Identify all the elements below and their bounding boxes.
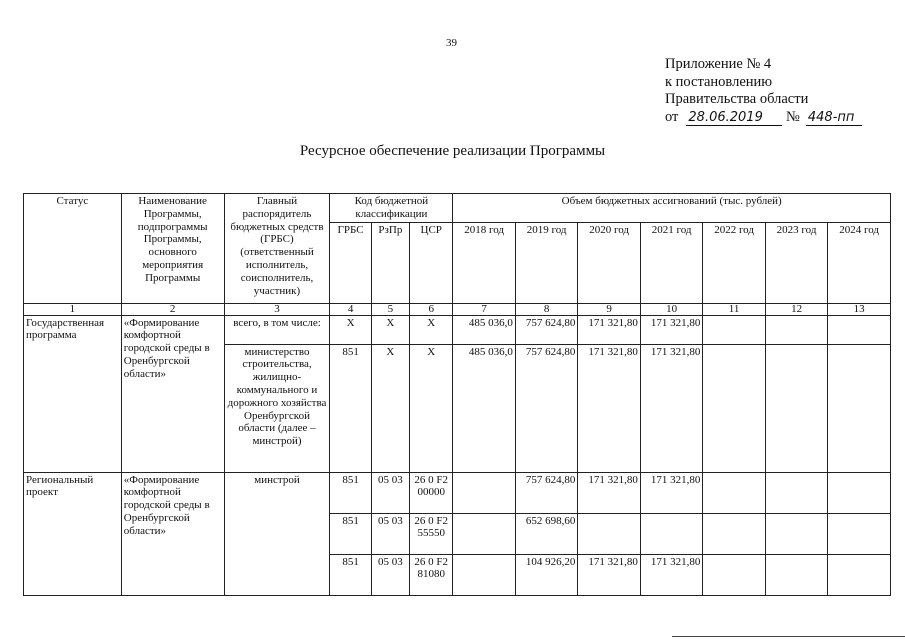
row-rzpr: Х: [371, 315, 409, 344]
column-number: 4: [330, 303, 371, 315]
column-number: 7: [453, 303, 515, 315]
resolution-number: 448-пп: [806, 110, 862, 126]
column-number: 5: [371, 303, 409, 315]
header-year: 2023 год: [765, 222, 827, 303]
row-value-2020: 171 321,80: [578, 315, 640, 344]
row-csr: Х: [410, 315, 453, 344]
row-value-2021: 171 321,80: [640, 554, 702, 595]
header-grbs: ГРБС: [330, 222, 371, 303]
column-number: 10: [640, 303, 702, 315]
column-number: 12: [765, 303, 827, 315]
row-name: «Формирование комфортной городской среды в Оренбургской области»: [121, 472, 224, 595]
row-value-2018: [453, 554, 515, 595]
document-title: Ресурсное обеспечение реализации Программы: [299, 143, 606, 159]
row-distributor: всего, в том числе:: [224, 315, 330, 344]
row-value-2024: [828, 554, 891, 595]
header-distributor: Главный распорядитель бюджетных средств (ГРБС) (ответственный исполнитель, соисполнитель, участник): [224, 194, 330, 304]
header-status: Статус: [24, 194, 122, 304]
header-rzpr: РзПр: [371, 222, 409, 303]
row-value-2018: [453, 472, 515, 513]
row-value-2023: [765, 315, 827, 344]
row-rzpr: Х: [371, 344, 409, 472]
bottom-rule: [672, 636, 905, 637]
row-grbs: 851: [330, 554, 371, 595]
header-name: Наименование Программы, подпрограммы Программы, основного мероприятия Программы: [121, 194, 224, 304]
row-status: Государственная программа: [24, 315, 122, 472]
row-value-2021: 171 321,80: [640, 344, 702, 472]
column-number: 13: [828, 303, 891, 315]
column-number: 6: [410, 303, 453, 315]
header-year: 2018 год: [453, 222, 515, 303]
from-label: от: [665, 108, 679, 125]
row-value-2022: [703, 315, 765, 344]
row-value-2020: 171 321,80: [578, 472, 640, 513]
row-csr: 26 0 F2 81080: [410, 554, 453, 595]
row-status: Региональный проект: [24, 472, 122, 595]
header-year: 2019 год: [515, 222, 577, 303]
appendix-line-4: [665, 109, 862, 127]
row-grbs: 851: [330, 472, 371, 513]
row-value-2021: [640, 513, 702, 554]
appendix-block: [665, 56, 862, 126]
row-value-2021: 171 321,80: [640, 472, 702, 513]
row-value-2022: [703, 513, 765, 554]
row-value-2022: [703, 344, 765, 472]
row-value-2020: 171 321,80: [578, 554, 640, 595]
header-budget-code: Код бюджетной классификации: [330, 194, 453, 223]
header-row-1: [24, 194, 891, 223]
row-csr: 26 0 F2 55550: [410, 513, 453, 554]
column-number: 9: [578, 303, 640, 315]
header-year: 2024 год: [828, 222, 891, 303]
row-rzpr: 05 03: [371, 554, 409, 595]
row-grbs: 851: [330, 513, 371, 554]
header-year: 2022 год: [703, 222, 765, 303]
column-number: 8: [515, 303, 577, 315]
row-value-2024: [828, 472, 891, 513]
row-value-2020: 171 321,80: [578, 344, 640, 472]
column-number-row: [24, 303, 891, 315]
row-value-2019: 652 698,60: [515, 513, 577, 554]
row-value-2023: [765, 472, 827, 513]
row-distributor: министерство строительства, жилищно-коммунального и дорожного хозяйства Оренбургской области (далее – минстрой): [224, 344, 330, 472]
column-number: 2: [121, 303, 224, 315]
row-value-2024: [828, 315, 891, 344]
row-value-2020: [578, 513, 640, 554]
appendix-line-3: Правительства области: [665, 91, 809, 107]
appendix-line-1: Приложение № 4: [665, 56, 772, 72]
row-rzpr: 05 03: [371, 513, 409, 554]
row-distributor: минстрой: [224, 472, 330, 595]
row-value-2024: [828, 344, 891, 472]
row-value-2023: [765, 554, 827, 595]
row-value-2023: [765, 344, 827, 472]
row-grbs: 851: [330, 344, 371, 472]
row-csr: 26 0 F2 00000: [410, 472, 453, 513]
row-name: «Формирование комфортной городской среды в Оренбургской области»: [121, 315, 224, 472]
row-value-2019: 757 624,80: [515, 472, 577, 513]
appendix-line-2: к постановлению: [665, 73, 773, 90]
number-label: №: [786, 108, 800, 125]
page-number: 39: [446, 37, 457, 49]
resolution-date: 28.06.2019: [686, 110, 782, 126]
column-number: 11: [703, 303, 765, 315]
resource-table: [23, 193, 891, 596]
row-value-2019: 104 926,20: [515, 554, 577, 595]
row-value-2022: [703, 554, 765, 595]
column-number: 1: [24, 303, 122, 315]
row-value-2021: 171 321,80: [640, 315, 702, 344]
row-value-2019: 757 624,80: [515, 344, 577, 472]
row-value-2018: 485 036,0: [453, 344, 515, 472]
row-value-2023: [765, 513, 827, 554]
row-value-2022: [703, 472, 765, 513]
table-row: [24, 472, 891, 513]
row-value-2019: 757 624,80: [515, 315, 577, 344]
row-rzpr: 05 03: [371, 472, 409, 513]
column-number: 3: [224, 303, 330, 315]
header-allocations: Объем бюджетных ассигнований (тыс. рублей): [453, 194, 891, 223]
row-value-2024: [828, 513, 891, 554]
header-year: 2020 год: [578, 222, 640, 303]
header-csr: ЦСР: [410, 222, 453, 303]
row-value-2018: 485 036,0: [453, 315, 515, 344]
row-csr: Х: [410, 344, 453, 472]
table-row: [24, 315, 891, 344]
header-year: 2021 год: [640, 222, 702, 303]
row-grbs: Х: [330, 315, 371, 344]
row-value-2018: [453, 513, 515, 554]
